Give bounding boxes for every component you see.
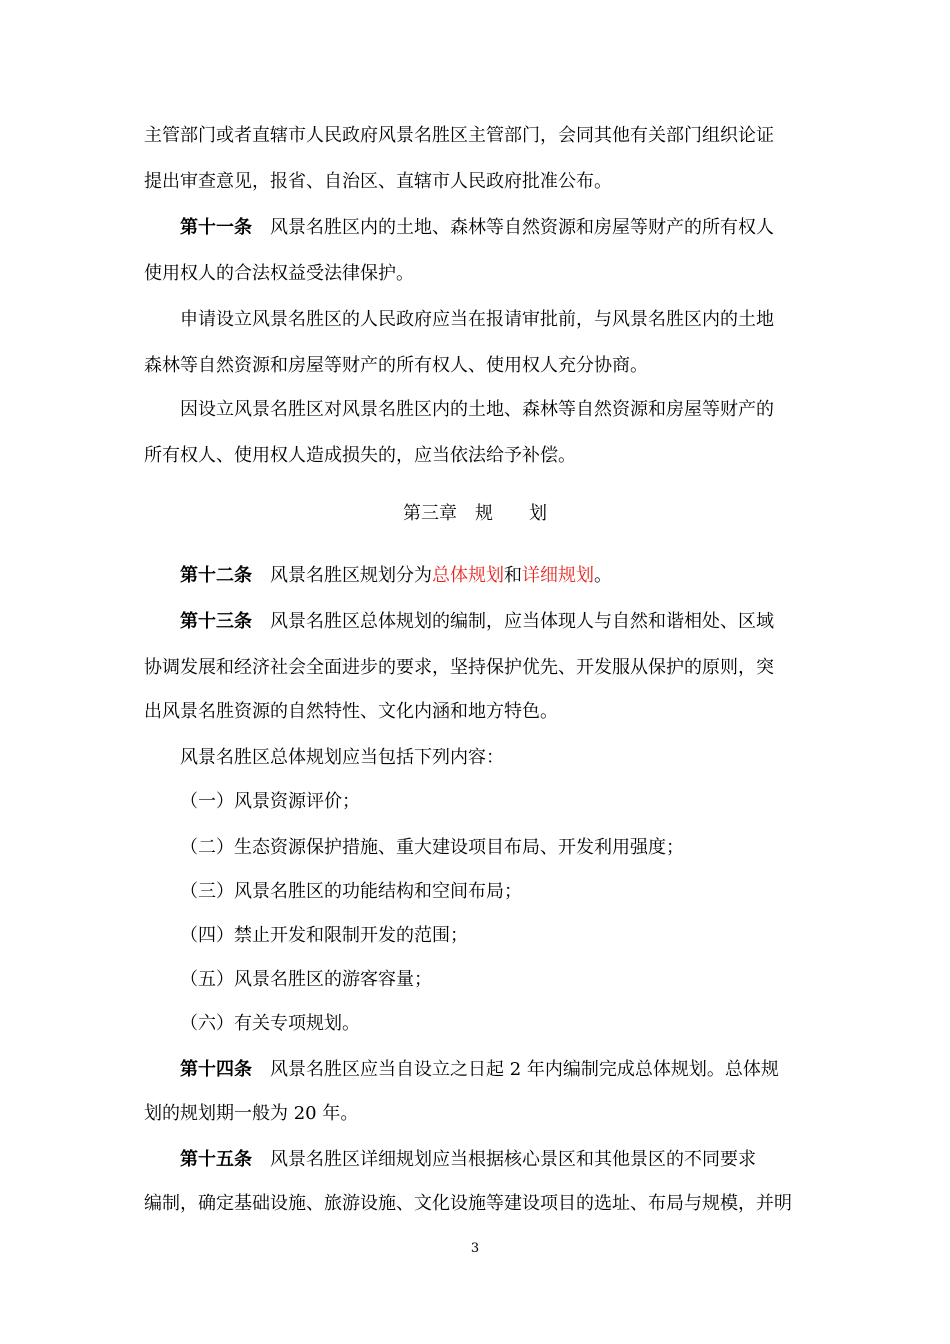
article-12-text: 风景名胜区规划分为 bbox=[270, 565, 432, 586]
article-14-text: 风景名胜区应当自设立之日起 2 年内编制完成总体规划。总体规 bbox=[270, 1059, 779, 1080]
paragraph-line: 申请设立风景名胜区的人民政府应当在报请审批前，与风景名胜区内的土地 bbox=[180, 309, 774, 330]
article-15-line bbox=[180, 1147, 756, 1173]
paragraph-line: 使用权人的合法权益受法律保护。 bbox=[144, 263, 414, 284]
article-12-heading: 第十二条 bbox=[180, 565, 252, 586]
list-item: （一）风景资源评价； bbox=[180, 791, 360, 812]
list-item: （二）生态资源保护措施、重大建设项目布局、开发利用强度； bbox=[180, 837, 684, 858]
article-13-text: 风景名胜区总体规划的编制，应当体现人与自然和谐相处、区域 bbox=[270, 611, 774, 632]
paragraph-line: 划的规划期一般为 20 年。 bbox=[144, 1103, 359, 1124]
list-item: （六）有关专项规划。 bbox=[180, 1013, 360, 1034]
paragraph-line: 森林等自然资源和房屋等财产的所有权人、使用权人充分协商。 bbox=[144, 355, 648, 376]
article-11-text: 风景名胜区内的土地、森林等自然资源和房屋等财产的所有权人 bbox=[270, 217, 774, 238]
list-item: （五）风景名胜区的游客容量； bbox=[180, 969, 432, 990]
paragraph-line: 主管部门或者直辖市人民政府风景名胜区主管部门，会同其他有关部门组织论证 bbox=[144, 125, 774, 146]
article-11-line bbox=[180, 215, 774, 241]
paragraph-line: 风景名胜区总体规划应当包括下列内容： bbox=[180, 747, 504, 768]
list-item: （四）禁止开发和限制开发的范围； bbox=[180, 925, 468, 946]
article-13-heading: 第十三条 bbox=[180, 611, 252, 632]
article-15-text: 风景名胜区详细规划应当根据核心景区和其他景区的不同要求 bbox=[270, 1149, 756, 1170]
paragraph-line: 出风景名胜资源的自然特性、文化内涵和地方特色。 bbox=[144, 701, 558, 722]
article-12-line bbox=[180, 563, 612, 589]
article-15-heading: 第十五条 bbox=[180, 1149, 252, 1170]
article-14-heading: 第十四条 bbox=[180, 1059, 252, 1080]
highlight-detailed-plan: 详细规划 bbox=[522, 565, 594, 586]
article-11-heading: 第十一条 bbox=[180, 217, 252, 238]
paragraph-line: 所有权人、使用权人造成损失的，应当依法给予补偿。 bbox=[144, 445, 576, 466]
chapter-title: 第三章 规 划 bbox=[403, 503, 547, 524]
paragraph-line: 协调发展和经济社会全面进步的要求，坚持保护优先、开发服从保护的原则，突 bbox=[144, 657, 774, 678]
article-12-conj: 和 bbox=[504, 565, 522, 586]
paragraph-line: 因设立风景名胜区对风景名胜区内的土地、森林等自然资源和房屋等财产的 bbox=[180, 399, 774, 420]
article-13-line bbox=[180, 609, 774, 635]
article-14-line bbox=[180, 1057, 779, 1083]
list-item: （三）风景名胜区的功能结构和空间布局； bbox=[180, 881, 522, 902]
page-number: 3 bbox=[470, 1241, 480, 1256]
paragraph-line: 提出审查意见，报省、自治区、直辖市人民政府批准公布。 bbox=[144, 171, 612, 192]
highlight-overall-plan: 总体规划 bbox=[432, 565, 504, 586]
paragraph-line: 编制，确定基础设施、旅游设施、文化设施等建设项目的选址、布局与规模，并明 bbox=[144, 1193, 792, 1214]
article-12-end: 。 bbox=[594, 565, 612, 586]
